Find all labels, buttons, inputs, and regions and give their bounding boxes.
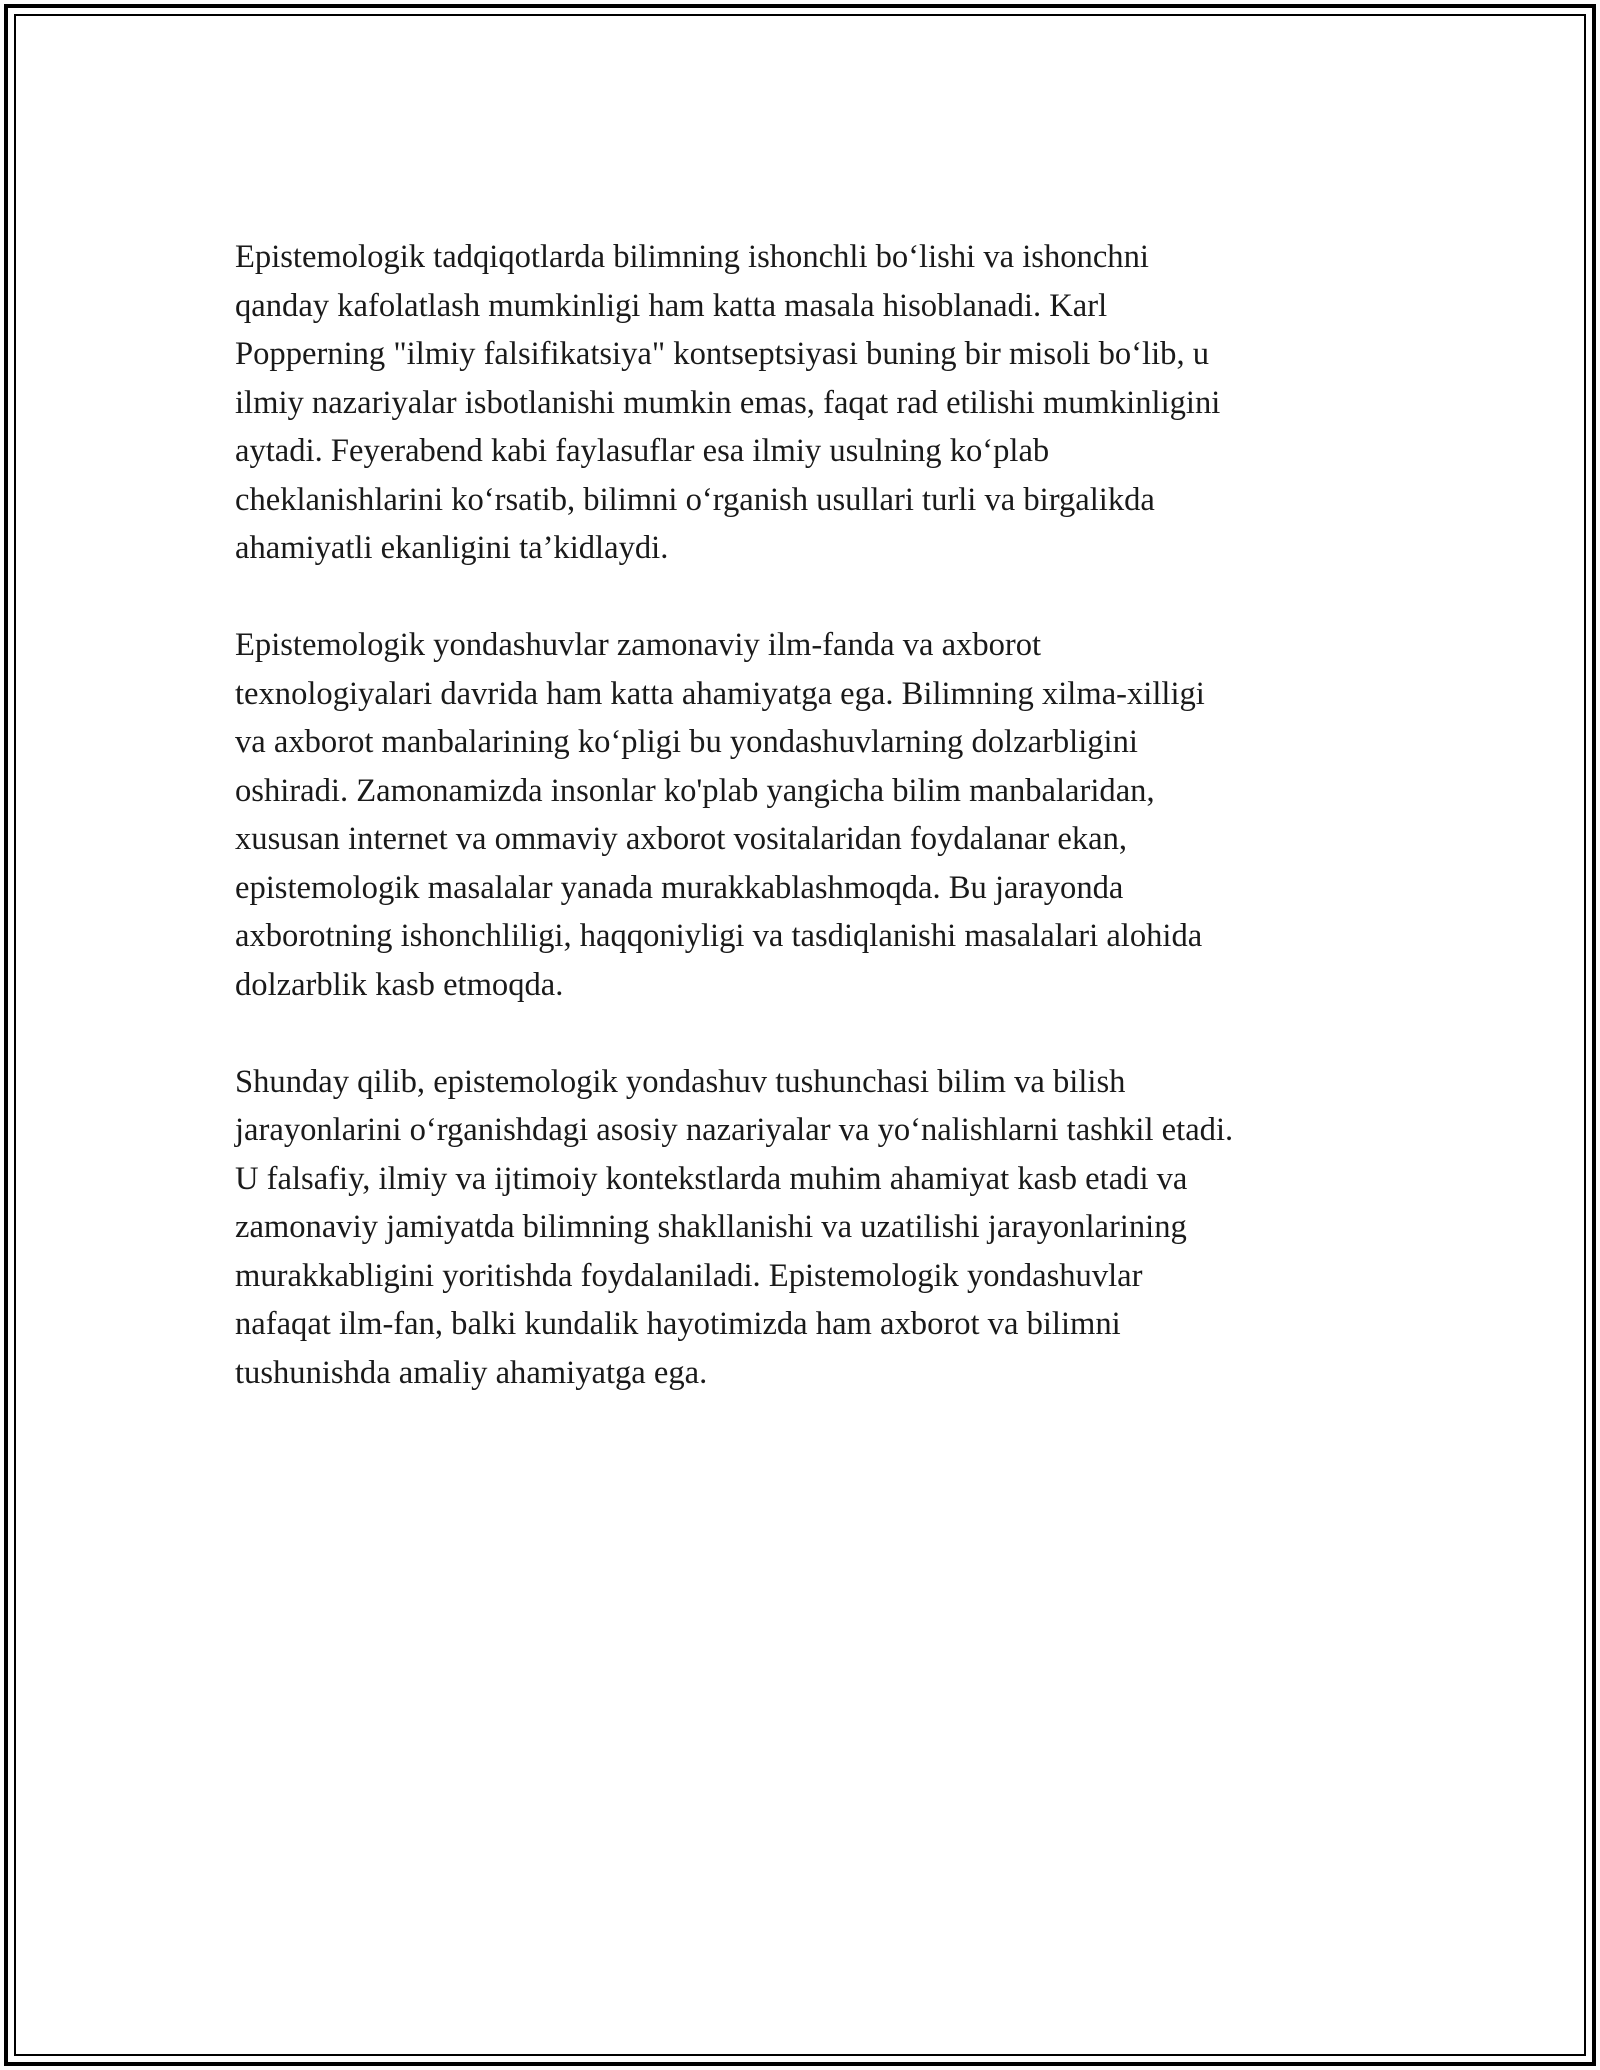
document-body (235, 233, 1365, 1446)
paragraph-line: nafaqat ilm-fan, balki kundalik hayotimizda ham axborot va bilimni (235, 1306, 1121, 1342)
paragraph-line: axborotning ishonchliligi, haqqoniyligi va tasdiqlanishi masalalari alohida (235, 918, 1203, 954)
paragraph-line: epistemologik masalalar yanada murakkablashmoqda. Bu jarayonda (235, 869, 1124, 906)
paragraph-line: jarayonlarini o‘rganishdagi asosiy nazariyalar va yo‘nalishlarni tashkil etadi. (235, 1112, 1234, 1148)
paragraph-line: ahamiyatli ekanligini ta’kidlaydi. (235, 530, 669, 566)
paragraph-line: Popperning "ilmiy falsifikatsiya" kontseptsiyasi buning bir misoli bo‘lib, u (235, 336, 1210, 372)
paragraph-line: Epistemologik tadqiqotlarda bilimning ishonchli bo‘lishi va ishonchni (235, 239, 1149, 275)
paragraph-line: ilmiy nazariyalar isbotlanishi mumkin emas, faqat rad etilishi mumkinligini (235, 384, 1221, 421)
paragraph-line: aytadi. Feyerabend kabi faylasuflar esa ilmiy usulning ko‘plab (235, 433, 1050, 469)
paragraph-line: U falsafiy, ilmiy va ijtimoiy kontekstlarda muhim ahamiyat kasb etadi va (235, 1160, 1188, 1197)
paragraph-line: va axborot manbalarining ko‘pligi bu yondashuvlarning dolzarbligini (235, 724, 1138, 760)
paragraph-line: dolzarblik kasb etmoqda. (235, 966, 564, 1003)
paragraph-line: xususan internet va ommaviy axborot vositalaridan foydalanar ekan, (235, 821, 1128, 857)
paragraph-line: Shunday qilib, epistemologik yondashuv tushunchasi bilim va bilish (235, 1063, 1126, 1100)
paragraph-1 (235, 233, 1365, 573)
paragraph-line: cheklanishlarini ko‘rsatib, bilimni o‘rganish usullari turli va birgalikda (235, 481, 1155, 518)
paragraph-line: tushunishda amaliy ahamiyatga ega. (235, 1354, 708, 1391)
paragraph-3 (235, 1058, 1365, 1398)
paragraph-line: murakkabligini yoritishda foydalaniladi. Epistemologik yondashuvlar (235, 1257, 1143, 1294)
paragraph-line: qanday kafolatlash mumkinligi ham katta masala hisoblanadi. Karl (235, 287, 1108, 324)
paragraph-line: zamonaviy jamiyatda bilimning shakllanishi va uzatilishi jarayonlarining (235, 1209, 1187, 1245)
paragraph-line: oshiradi. Zamonamizda insonlar ko'plab yangicha bilim manbalaridan, (235, 772, 1155, 809)
paragraph-line: texnologiyalari davrida ham katta ahamiyatga ega. Bilimning xilma-xilligi (235, 675, 1205, 712)
paragraph-line: Epistemologik yondashuvlar zamonaviy ilm-fanda va axborot (235, 627, 1042, 663)
paragraph-2 (235, 621, 1365, 1009)
